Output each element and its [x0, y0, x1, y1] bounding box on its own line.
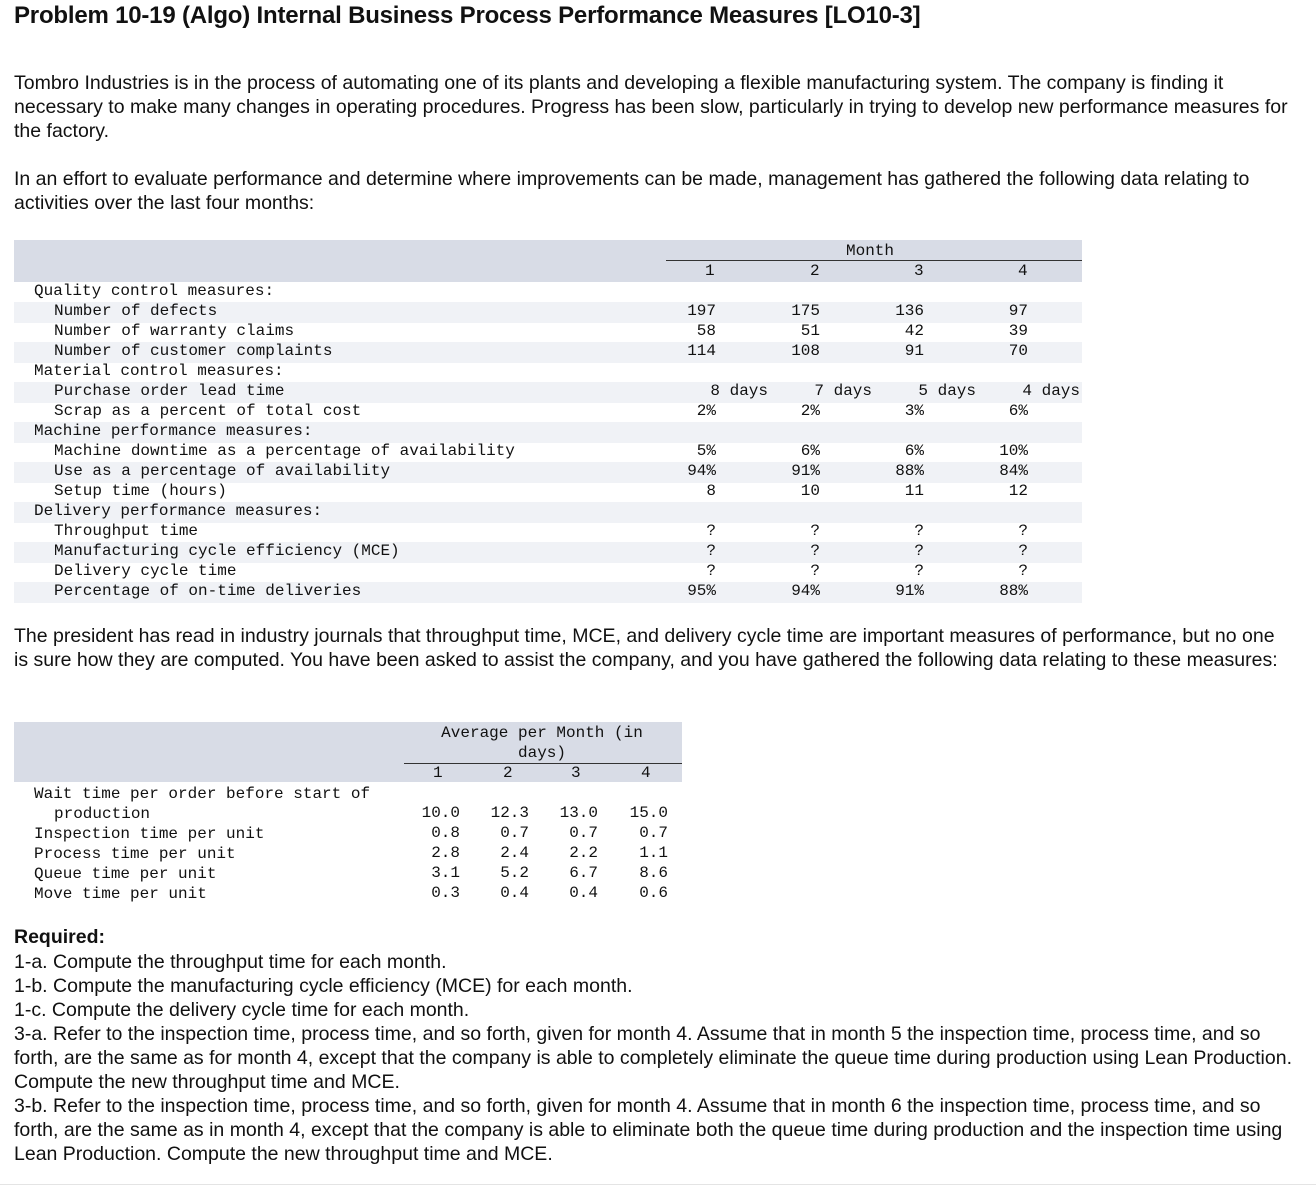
row-label: Delivery cycle time — [54, 562, 237, 580]
row-label: Number of defects — [54, 302, 218, 320]
table-cell: 97 — [1008, 302, 1028, 320]
table-cell: 10 — [800, 482, 820, 500]
table-cell: 6% — [904, 442, 924, 460]
table-cell: ? — [706, 542, 716, 560]
row-label: production — [54, 805, 151, 823]
table-cell: ? — [914, 542, 924, 560]
column-header: 4 — [641, 764, 651, 782]
table-cell: ? — [1018, 562, 1028, 580]
table-cell: ? — [810, 562, 820, 580]
list-item: 1-b. Compute the manufacturing cycle efficiency (MCE) for each month. — [14, 975, 633, 997]
table-cell: ? — [1018, 542, 1028, 560]
table-cell: 0.7 — [500, 824, 529, 842]
table-cell: 51 — [800, 322, 820, 340]
table-cell: ? — [810, 542, 820, 560]
table-cell: 42 — [904, 322, 924, 340]
table-cell: 10% — [999, 442, 1028, 460]
table-cell: 0.6 — [639, 884, 668, 902]
table-cell: 4 days — [1022, 382, 1080, 400]
table-cell: 114 — [687, 342, 716, 360]
section-label: Machine performance measures: — [34, 422, 313, 440]
table-cell: 84% — [999, 462, 1028, 480]
list-item: 3-b. Refer to the inspection time, process time, and so forth, given for month 4. Assume that in month 6 the inspection time, process time, and so forth, are the same as in month 4, except that the company is able to eliminate both the queue time during production and the inspection time using Lean Production. Compute the new throughput time and MCE. — [14, 1095, 1283, 1165]
table-cell: 175 — [791, 302, 820, 320]
divider — [0, 1184, 1316, 1185]
list-item: 1-c. Compute the delivery cycle time for each month. — [14, 999, 470, 1021]
table-cell: 3.1 — [431, 864, 460, 882]
table-cell: 2.8 — [431, 844, 460, 862]
table-cell: 11 — [904, 482, 924, 500]
section-label: Delivery performance measures: — [34, 502, 323, 520]
table-cell: 94% — [687, 462, 716, 480]
required-list — [14, 950, 1294, 1166]
row-label: Inspection time per unit — [34, 825, 265, 843]
row-label: Queue time per unit — [34, 865, 217, 883]
table-cell: 88% — [999, 582, 1028, 600]
table-cell: 0.7 — [569, 824, 598, 842]
table-cell: 1.1 — [639, 844, 668, 862]
page-title: Problem 10-19 (Algo) Internal Business Process Performance Measures [LO10-3] — [14, 2, 921, 29]
row-label: Process time per unit — [34, 845, 236, 863]
row-label: Throughput time — [54, 522, 199, 540]
row-label: Manufacturing cycle efficiency (MCE) — [54, 542, 400, 560]
table-cell: 8 days — [710, 382, 768, 400]
table-cell: 2% — [800, 402, 820, 420]
column-header: 2 — [503, 764, 513, 782]
table-cell: 70 — [1008, 342, 1028, 360]
table-cell: 10.0 — [421, 804, 460, 822]
table-cell: 94% — [791, 582, 820, 600]
list-item: 1-a. Compute the throughput time for each month. — [14, 951, 447, 973]
column-header: 4 — [1018, 262, 1028, 280]
table-cell: 108 — [791, 342, 820, 360]
table-cell: 0.4 — [569, 884, 598, 902]
intro-paragraph: Tombro Industries is in the process of automating one of its plants and developing a flexible manufacturing system. The company is finding it necessary to make many changes in operating procedures. Progress has been slow, particularly in trying to develop new performance measures for the factory. — [14, 72, 1288, 142]
column-header: 2 — [810, 262, 820, 280]
month-header: Month — [846, 242, 895, 260]
row-label: Purchase order lead time — [54, 382, 285, 400]
table-cell: 136 — [895, 302, 924, 320]
table-cell: 7 days — [814, 382, 872, 400]
table-cell: 6% — [800, 442, 820, 460]
section-label: Quality control measures: — [34, 282, 275, 300]
table-cell: 88% — [895, 462, 924, 480]
table-cell: 58 — [696, 322, 716, 340]
column-header: 1 — [705, 262, 715, 280]
section-label: Material control measures: — [34, 362, 284, 380]
table-cell: 2.4 — [500, 844, 529, 862]
row-label: Machine downtime as a percentage of availability — [54, 442, 515, 460]
table-cell: 0.3 — [431, 884, 460, 902]
table-cell: 2% — [696, 402, 716, 420]
table-cell: 91% — [791, 462, 820, 480]
table-cell: 12 — [1008, 482, 1028, 500]
table-cell: ? — [810, 522, 820, 540]
table-cell: 5 days — [918, 382, 976, 400]
table-cell: 197 — [687, 302, 716, 320]
row-label: Number of warranty claims — [54, 322, 295, 340]
table-cell: 12.3 — [490, 804, 529, 822]
table-cell: 2.2 — [569, 844, 598, 862]
effort-paragraph: In an effort to evaluate performance and determine where improvements can be made, management has gathered the following data relating to activities over the last four months: — [14, 168, 1250, 214]
table-cell: 6.7 — [569, 864, 598, 882]
row-label: Scrap as a percent of total cost — [54, 402, 362, 420]
table-cell: ? — [706, 522, 716, 540]
table-cell: 13.0 — [559, 804, 598, 822]
table-cell: ? — [914, 562, 924, 580]
table-cell: ? — [1018, 522, 1028, 540]
table-cell: 6% — [1008, 402, 1028, 420]
row-label: Wait time per order before start of — [34, 785, 371, 803]
table-cell: 91 — [904, 342, 924, 360]
table-cell: 0.7 — [639, 824, 668, 842]
table-cell: 15.0 — [629, 804, 668, 822]
table-cell: 8 — [706, 482, 716, 500]
average-header: Average per Month (in days) — [441, 724, 643, 762]
table-cell: 5.2 — [500, 864, 529, 882]
table-cell: ? — [706, 562, 716, 580]
column-header: 3 — [914, 262, 924, 280]
column-header: 3 — [571, 764, 581, 782]
table-cell: 0.4 — [500, 884, 529, 902]
table-cell: 5% — [696, 442, 716, 460]
table-cell: 91% — [895, 582, 924, 600]
row-label: Number of customer complaints — [54, 342, 333, 360]
row-label: Percentage of on-time deliveries — [54, 582, 362, 600]
row-label: Use as a percentage of availability — [54, 462, 391, 480]
required-heading: Required: — [14, 926, 106, 948]
row-label: Setup time (hours) — [54, 482, 227, 500]
table-cell: ? — [914, 522, 924, 540]
column-header: 1 — [433, 764, 443, 782]
president-paragraph: The president has read in industry journals that throughput time, MCE, and delivery cycle time are important measures of performance, but no one is sure how they are computed. You have been asked to assist the company, and you have gathered the following data relating to these measures: — [14, 625, 1278, 671]
table-cell: 0.8 — [431, 824, 460, 842]
table-cell: 8.6 — [639, 864, 668, 882]
list-item: 3-a. Refer to the inspection time, process time, and so forth, given for month 4. Assume that in month 5 the inspection time, process time, and so forth, are the same as for month 4, except that the company is able to completely eliminate the queue time during production using Lean Production. Compute the new throughput time and MCE. — [14, 1023, 1292, 1093]
table-cell: 95% — [687, 582, 716, 600]
row-label: Move time per unit — [34, 885, 207, 903]
table-cell: 3% — [904, 402, 924, 420]
header-rule — [666, 260, 1082, 261]
table-cell: 39 — [1008, 322, 1028, 340]
